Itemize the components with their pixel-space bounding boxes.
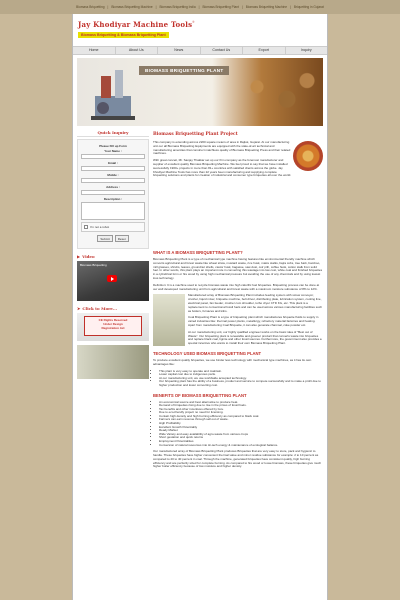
benefits-heading: BENEFITS OF BIOMASS BRIQUETTING PLANT [153,392,247,398]
main-nav [73,46,327,55]
page-title: Biomass Briquetting Plant Project [153,132,238,137]
click-more-label: Click to More... [82,306,118,311]
list-item: • Due to eco-friendly project no need for licensing. [159,411,323,415]
what-paragraph-5: At our manufacturing unit, our highly qualified engineer works on the basic idea of "Best out of Waste". Our briquetting plant is renewable and greener product that converts waste into briquettes and replace black coal, lignite and other fossil sources. Furthermore, the government also provides a special incentive who wants to install their own Biomass Briquetting Plant. [188,329,322,346]
closing-paragraph: Our manufactured array of Biomass Briquetting Plant produces Briquettes that are very easy to store, pack and hygienic to handle. These briquettes have higher convenient thermal value and minor residue substance for example: 2 to 10 percent as compared to 20 to 40 percent in coal. Through the machine, generated briquettes have consistent quality, high burning efficiency and are perfectly sized for complete burning. As compared to fire wood or loose biomass, these briquettes give much higher boiler efficiency because of low moisture and higher density. [153,449,322,469]
list-item: • Employment Potentialities [159,440,323,444]
description-field[interactable] [81,202,145,220]
captcha-widget[interactable] [81,222,145,232]
video-title: Video [82,254,95,259]
site-header [73,14,327,46]
top-link[interactable]: Biomass Briquetting Machine [111,5,153,9]
list-item: • Conversion of natural resources into Hi-tech energy & maintenance of ecological balance. [159,444,323,448]
list-item: • Farmers can earn revenue through sell out of waste. [159,418,323,422]
reset-button[interactable]: Reset [115,235,129,242]
registered-mark: ® [192,20,195,24]
list-item: • Excellent Growth Potentiality [159,426,323,430]
stamp-line: CE Rights Reserved [98,318,128,322]
top-link[interactable]: Biomass Briquetting Machine [245,5,288,9]
nav-inquiry[interactable]: Inquiry [300,48,312,52]
top-link[interactable]: Biomass Briquetting Plant [202,5,239,9]
what-paragraph-3: Manufactured array of Biomass Briquetting Plant includes feeding system with screw conveyor, crusher, liquid mixer, briquette machine, belt driver, distributing plate, lubrication system, cooling line, electrical panel, fan feeder, crusher cum shredder, turbo dryer CTD KG, etc. This plant is a replacement to conventional fossil fuels and can be used across various manufacturing facilities such as boilers, furnaces and kilns. [188,293,323,313]
registration-stamp [84,316,142,336]
list-item: • Our briquetting plant has the ability of a business, product and service to compete successfully and to make a profit due to higher production and lower converting cost. [159,380,323,387]
top-link-bar: Biomass Briquetting | Biomass Briquetting Machine | Biomass Briquetting India | Biomass Briquetting Plant | Biomass Briquetting Machine | Briquetting in Gujarat [0,0,400,14]
arrow-icon: ➤ [77,306,81,311]
video-player[interactable] [77,261,149,301]
technology-list [159,370,323,388]
video-caption: Biomass Briquetting [80,263,107,267]
nav-home[interactable]: Home [73,47,116,54]
briquetting-machine-illustration [91,66,135,122]
banner-title: BIOMASS BRIQUETTING PLANT [139,66,229,75]
email-label: Email : [108,161,118,165]
design-registration-badge[interactable] [77,313,149,341]
brand-tagline: Biomass Briquetting & Biomass Briquetting Plant [78,32,169,38]
list-item: • This plant is very easy to operate and maintain. [159,370,323,374]
captcha-label: I'm not a robot [90,225,110,229]
hero-banner [77,58,323,126]
list-item: • Demand of briquettes rising due to rise in the prices of fossil fuels. [159,404,323,408]
submit-button[interactable]: Submit [97,235,112,242]
quick-inquiry-title: Quick Inquiry [77,129,149,137]
what-paragraph-2: Definition: It is a machine used to recycle biomass waste into high calorific fuel briquettes. Briquetting process can be done at our well developed manufacturing unit from agricultural and forest waste with a maximum moisture substance of 8% to 12%. [153,282,320,291]
list-item: • An economical source and best alternative to produce heat. [159,401,323,405]
intro-paragraph-2: With great conceit, Mr. Sanjay Thakkar set up our firm company as the foremost manufacturer and supplier of excellent quality Biomass Briquetting Machine. We feel proud to say that we have installed successfully 1900+ projects in more than 81+ countries with satisfied clients across the globe. Jay Khodiyar Machine Tools has more than 22 years been manufacturing and supplying complete briquetting solutions and plants for creation of industrial and consumer type briquettes all over the world. [153,158,292,178]
main-content-lower [149,245,323,472]
plant-machine-photo [153,294,185,346]
list-item: • At our manufacturing unit, we use worldwide accepted technology. [159,377,323,381]
address-label: Address : [106,185,120,189]
nav-export[interactable]: Export [243,47,286,54]
stamp-line: Registration Act [101,326,125,331]
mobile-field[interactable] [81,178,145,183]
top-link[interactable]: Biomass Briquetting India [159,5,196,9]
site-logo[interactable] [78,20,322,29]
list-item: • Contain high density and high burning efficiency as compared to black coal. [159,415,323,419]
briquette-photo [293,141,323,171]
technology-paragraph: To produce excellent quality briquettes, we use binder less technology with mechanical type machines, as it has its own advantages like: [153,357,312,366]
what-paragraph-4: Coal Briquetting Plant is a type of briquetting plant which manufactures briquette fluids to supply in varied industries like: thermal power plants, metallurgy, refractory material factories and heating. Apart from manufacturing Coal Briquette, it can also generate charcoal, coke powder etc. [188,315,319,327]
what-is-heading: WHAT IS A BIOMASS BRIQUETTING PLANT? [153,250,243,255]
play-icon[interactable] [107,275,117,282]
name-field[interactable] [81,154,145,159]
email-field[interactable] [81,166,145,171]
briquette-pellets-image [227,62,323,124]
technology-heading: TECHNOLOGY USED BIOMASS BRIQUETTING PLANT [153,350,262,356]
mobile-label: Mobile : [107,173,119,177]
list-item: • High Profitability [159,422,323,426]
nav-news[interactable]: News [158,47,201,54]
list-item: • Wide Variety and easy availability of agro-waste from various crops [159,433,323,437]
form-instructions: Please Fill up Form [99,144,127,148]
benefits-list [159,401,323,448]
intro-paragraph: This company is extending across 2200 square meters of area in Rajkot, Gujarat. At our manufacturing unit our all Biomass Briquetting Equipments are equipped with the state-of-art technical and manufacturing amenities that construct matchless quality of Biomass Briquetting Press and their related machines. [153,140,291,156]
stamp-line: Under Design [103,322,123,327]
brand-name: Jay Khodiyar Machine Tools [78,20,193,29]
inquiry-form [77,139,149,249]
what-paragraph-1: Biomass Briquetting Plant is a type of mechanical type machine having features like environmental friendly machine which converts agricultural and forest waste like wheat straw, mustard waste, rice husk, maize stalks, bajra cobs, tree bark, bamboo, mill grasses, shrubs, leaves, groundnut shells, castor husk, bagasse, saw dust, coir pith, coffee husk, cotton stalk from solid fuel. In other words, this plant plays an important role in converting this wastage into low cost, white coal and finished briquettes in a cylindrical form or fire wood by using high mechanical pressure but avoiding the use of any chemicals and by using lowest loss technology. [153,257,323,280]
list-item: • Short gestation and quick returns [159,436,323,440]
plant-photo [77,345,149,379]
description-label: Description : [103,197,123,201]
list-item: • Lower capital cost due to indigenous parts. [159,373,323,377]
nav-about-us[interactable]: About Us [116,47,159,54]
list-item: • Ready Market [159,429,323,433]
video-icon: ▶ [77,254,81,259]
page-container [72,14,328,600]
top-link[interactable]: Biomass Briquetting [76,5,105,9]
captcha-checkbox[interactable] [84,225,88,229]
name-label: Your Name : [104,149,122,153]
top-link[interactable]: Briquetting in Gujarat [293,5,324,9]
list-item: • Tax benefits and other incentives offered by Gov. [159,408,323,412]
address-field[interactable] [81,190,145,195]
main-content [149,129,323,264]
form-buttons [81,235,145,242]
nav-contact-us[interactable]: Contact Us [201,47,244,54]
